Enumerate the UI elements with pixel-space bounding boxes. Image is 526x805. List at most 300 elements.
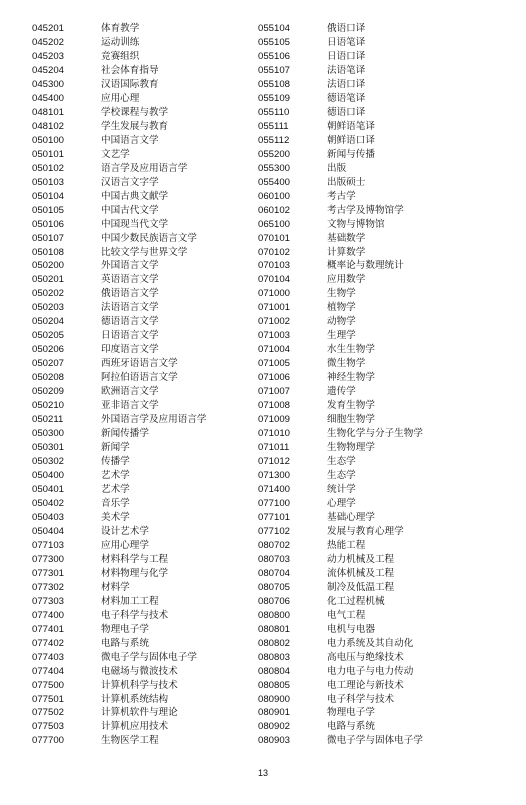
- table-row: [32, 553, 207, 567]
- discipline-name: 生态学: [327, 456, 356, 468]
- table-row: [32, 734, 207, 748]
- table-row: [258, 36, 423, 50]
- discipline-name: 制冷及低温工程: [327, 581, 395, 593]
- discipline-code: 050100: [32, 134, 65, 146]
- discipline-code: 060102: [258, 204, 291, 216]
- discipline-code: 050105: [32, 204, 65, 216]
- discipline-name: 生物化学与分子生物学: [327, 428, 423, 440]
- discipline-name: 亚非语言文学: [101, 400, 159, 412]
- table-row: [32, 301, 207, 315]
- discipline-code: 050400: [32, 470, 65, 481]
- discipline-code: 055400: [258, 176, 291, 188]
- discipline-name: 计算数学: [327, 246, 366, 258]
- discipline-code: 077101: [258, 511, 291, 523]
- discipline-code: 055109: [258, 92, 291, 104]
- discipline-code: 055110: [258, 106, 290, 118]
- table-row: [32, 106, 207, 120]
- discipline-name: 朝鲜语口译: [327, 134, 375, 146]
- discipline-code: 080703: [258, 553, 291, 565]
- discipline-code: 055107: [258, 64, 291, 76]
- discipline-name: 学生发展与教育: [101, 120, 169, 132]
- discipline-code: 077501: [32, 693, 65, 705]
- table-row: [32, 78, 207, 92]
- table-row: [258, 665, 423, 679]
- table-row: [32, 162, 207, 176]
- discipline-code: 077402: [32, 637, 65, 649]
- discipline-code: 048101: [32, 106, 65, 118]
- discipline-name: 电路与系统: [327, 721, 375, 733]
- discipline-code: 050210: [32, 400, 65, 412]
- discipline-name: 体育教学: [101, 23, 140, 34]
- table-row: [32, 357, 207, 371]
- discipline-code: 071008: [258, 400, 291, 412]
- table-row: [32, 343, 207, 357]
- discipline-name: 法语口译: [327, 78, 366, 90]
- discipline-code: 050300: [32, 428, 65, 440]
- discipline-code: 071300: [258, 470, 291, 481]
- table-row: [32, 623, 207, 637]
- discipline-code: 071007: [258, 386, 291, 398]
- table-row: [258, 246, 423, 260]
- table-row: [32, 413, 207, 427]
- right-column: [258, 22, 423, 748]
- discipline-code: 080902: [258, 721, 291, 733]
- discipline-name: 文艺学: [101, 148, 130, 160]
- discipline-code: 071010: [258, 428, 291, 440]
- discipline-code: 050104: [32, 190, 65, 202]
- discipline-code: 045300: [32, 78, 65, 90]
- discipline-code: 050201: [32, 274, 65, 286]
- discipline-code: 050209: [32, 386, 65, 398]
- table-row: [32, 371, 207, 385]
- discipline-code: 050102: [32, 162, 65, 174]
- table-row: [32, 259, 207, 273]
- table-row: [32, 36, 207, 50]
- discipline-name: 考古学及博物馆学: [327, 204, 404, 216]
- discipline-code: 071006: [258, 372, 291, 384]
- table-row: [258, 259, 423, 273]
- discipline-name: 材料物理与化学: [101, 567, 169, 579]
- discipline-code: 077700: [32, 735, 65, 747]
- table-row: [258, 497, 423, 511]
- discipline-code: 055105: [258, 36, 291, 48]
- discipline-code: 080702: [258, 539, 291, 551]
- discipline-name: 日语语言文学: [101, 330, 159, 342]
- discipline-code: 080800: [258, 609, 291, 621]
- discipline-code: 050207: [32, 358, 65, 370]
- discipline-name: 发育生物学: [327, 400, 375, 412]
- table-row: [258, 301, 423, 315]
- discipline-name: 俄语口译: [327, 23, 366, 34]
- discipline-name: 计算机科学与技术: [101, 679, 178, 691]
- discipline-name: 应用心理学: [101, 539, 149, 551]
- discipline-code: 071003: [258, 330, 291, 342]
- table-row: [32, 120, 207, 134]
- table-row: [258, 78, 423, 92]
- discipline-name: 电气工程: [327, 609, 366, 621]
- table-row: [258, 720, 423, 734]
- table-row: [32, 679, 207, 693]
- table-row: [258, 525, 423, 539]
- discipline-code: 045204: [32, 64, 65, 76]
- table-row: [258, 427, 423, 441]
- table-row: [32, 693, 207, 707]
- discipline-name: 计算机软件与理论: [101, 707, 178, 719]
- discipline-name: 德语口译: [327, 106, 366, 118]
- table-row: [258, 637, 423, 651]
- discipline-name: 生态学: [327, 470, 356, 481]
- discipline-code: 070103: [258, 260, 291, 272]
- table-row: [258, 511, 423, 525]
- discipline-code: 050101: [32, 148, 65, 160]
- discipline-name: 欧洲语言文学: [101, 386, 159, 398]
- discipline-code: 048102: [32, 120, 65, 132]
- discipline-name: 朝鲜语笔译: [327, 120, 375, 132]
- table-row: [258, 176, 423, 190]
- discipline-name: 印度语言文学: [101, 344, 159, 356]
- discipline-code: 071005: [258, 358, 291, 370]
- table-row: [32, 525, 207, 539]
- discipline-name: 电机与电器: [327, 623, 375, 635]
- discipline-code: 080805: [258, 679, 291, 691]
- table-row: [32, 427, 207, 441]
- discipline-name: 中国现当代文学: [101, 218, 169, 230]
- discipline-code: 065100: [258, 218, 291, 230]
- discipline-code: 080704: [258, 567, 291, 579]
- discipline-name: 考古学: [327, 190, 356, 202]
- discipline-code: 077404: [32, 665, 65, 677]
- table-row: [258, 343, 423, 357]
- discipline-name: 学校课程与教学: [101, 106, 169, 118]
- table-row: [32, 441, 207, 455]
- discipline-name: 英语语言文学: [101, 274, 159, 286]
- discipline-code: 050404: [32, 525, 65, 537]
- discipline-code: 071400: [258, 483, 291, 495]
- discipline-name: 化工过程机械: [327, 595, 385, 607]
- discipline-code: 070101: [258, 232, 291, 244]
- discipline-name: 中国古典文献学: [101, 190, 169, 202]
- table-row: [258, 204, 423, 218]
- table-row: [32, 720, 207, 734]
- discipline-code: 077302: [32, 581, 65, 593]
- discipline-code: 077102: [258, 525, 291, 537]
- table-row: [258, 693, 423, 707]
- discipline-code: 045400: [32, 92, 65, 104]
- discipline-code: 070104: [258, 274, 291, 286]
- discipline-code: 050107: [32, 232, 65, 244]
- discipline-code: 071001: [258, 302, 291, 314]
- discipline-code: 055300: [258, 162, 291, 174]
- discipline-code: 050403: [32, 511, 65, 523]
- discipline-name: 电力系统及其自动化: [327, 637, 414, 649]
- discipline-name: 俄语语言文学: [101, 288, 159, 300]
- discipline-name: 电子科学与技术: [101, 609, 169, 621]
- table-row: [258, 385, 423, 399]
- table-row: [258, 162, 423, 176]
- discipline-code: 071009: [258, 414, 291, 426]
- discipline-name: 神经生物学: [327, 372, 375, 384]
- discipline-code: 080705: [258, 581, 291, 593]
- table-row: [32, 232, 207, 246]
- discipline-code: 045203: [32, 50, 65, 62]
- table-row: [32, 497, 207, 511]
- discipline-code: 050208: [32, 372, 65, 384]
- discipline-code: 080803: [258, 651, 291, 663]
- discipline-code: 050103: [32, 176, 65, 188]
- discipline-name: 法语语言文学: [101, 302, 159, 314]
- table-row: [32, 581, 207, 595]
- discipline-code: 080901: [258, 707, 291, 719]
- discipline-code: 050108: [32, 246, 65, 258]
- discipline-name: 遗传学: [327, 386, 356, 398]
- discipline-code: 055106: [258, 50, 291, 62]
- table-row: [258, 232, 423, 246]
- table-row: [258, 469, 423, 483]
- discipline-code: 070102: [258, 246, 291, 258]
- table-row: [258, 553, 423, 567]
- table-row: [258, 92, 423, 106]
- discipline-code: 071004: [258, 344, 291, 356]
- table-row: [32, 176, 207, 190]
- table-row: [258, 483, 423, 497]
- table-row: [258, 623, 423, 637]
- discipline-code: 050202: [32, 288, 65, 300]
- left-column: [32, 22, 207, 748]
- table-row: [258, 734, 423, 748]
- table-row: [32, 190, 207, 204]
- table-row: [258, 148, 423, 162]
- discipline-name: 德语笔译: [327, 92, 366, 104]
- discipline-code: 071000: [258, 288, 291, 300]
- discipline-code: 077502: [32, 707, 65, 719]
- discipline-name: 细胞生物学: [327, 414, 375, 426]
- table-row: [32, 539, 207, 553]
- discipline-name: 应用数学: [327, 274, 366, 286]
- table-row: [258, 441, 423, 455]
- table-row: [32, 706, 207, 720]
- discipline-code: 077303: [32, 595, 65, 607]
- table-row: [258, 595, 423, 609]
- discipline-code: 050302: [32, 456, 65, 468]
- discipline-name: 计算机系统结构: [101, 693, 169, 705]
- discipline-name: 基础心理学: [327, 511, 375, 523]
- discipline-name: 生物学: [327, 288, 356, 300]
- discipline-name: 动物学: [327, 316, 356, 328]
- table-row: [258, 287, 423, 301]
- discipline-name: 流体机械及工程: [327, 567, 395, 579]
- discipline-code: 077500: [32, 679, 65, 691]
- discipline-code: 080900: [258, 693, 291, 705]
- table-row: [258, 651, 423, 665]
- discipline-name: 外国语言学及应用语言学: [101, 414, 207, 426]
- discipline-name: 电磁场与微波技术: [101, 665, 178, 677]
- table-row: [32, 651, 207, 665]
- discipline-name: 电路与系统: [101, 637, 149, 649]
- discipline-name: 语言学及应用语言学: [101, 162, 188, 174]
- table-row: [32, 273, 207, 287]
- discipline-name: 材料加工工程: [101, 595, 159, 607]
- discipline-name: 西班牙语语言文学: [101, 358, 178, 370]
- discipline-name: 植物学: [327, 302, 356, 314]
- table-row: [258, 190, 423, 204]
- discipline-code: 050204: [32, 316, 65, 328]
- discipline-code: 077400: [32, 609, 65, 621]
- discipline-code: 045202: [32, 36, 65, 48]
- discipline-name: 中国语言文学: [101, 134, 159, 146]
- table-row: [32, 483, 207, 497]
- table-row: [32, 567, 207, 581]
- discipline-name: 外国语言文学: [101, 260, 159, 272]
- discipline-name: 出版: [327, 162, 347, 174]
- discipline-code: 080801: [258, 623, 291, 635]
- discipline-code: 080802: [258, 637, 291, 649]
- discipline-name: 心理学: [327, 497, 356, 509]
- discipline-name: 美术学: [101, 511, 130, 523]
- table-row: [32, 329, 207, 343]
- discipline-name: 文物与博物馆: [327, 218, 385, 230]
- table-row: [32, 637, 207, 651]
- discipline-name: 法语笔译: [327, 64, 366, 76]
- discipline-name: 新闻与传播: [327, 148, 375, 160]
- table-row: [258, 609, 423, 623]
- table-row: [258, 399, 423, 413]
- discipline-name: 物理电子学: [101, 623, 149, 635]
- discipline-code: 050205: [32, 330, 65, 342]
- table-row: [32, 92, 207, 106]
- discipline-code: 080804: [258, 665, 291, 677]
- discipline-name: 概率论与数理统计: [327, 260, 404, 272]
- table-row: [258, 357, 423, 371]
- discipline-code: 071012: [258, 456, 291, 468]
- discipline-code: 060100: [258, 190, 291, 202]
- discipline-name: 热能工程: [327, 539, 366, 551]
- table-row: [258, 413, 423, 427]
- discipline-name: 统计学: [327, 483, 356, 495]
- discipline-code: 050200: [32, 260, 65, 272]
- discipline-name: 生物物理学: [327, 442, 375, 454]
- discipline-code: 055200: [258, 148, 291, 160]
- table-row: [32, 134, 207, 148]
- discipline-name: 计算机应用技术: [101, 721, 169, 733]
- table-row: [32, 511, 207, 525]
- discipline-name: 材料科学与工程: [101, 553, 169, 565]
- discipline-name: 应用心理: [101, 92, 140, 104]
- discipline-name: 艺术学: [101, 483, 130, 495]
- discipline-name: 物理电子学: [327, 707, 375, 719]
- discipline-name: 中国古代文学: [101, 204, 159, 216]
- table-row: [32, 22, 207, 36]
- discipline-name: 电工理论与新技术: [327, 679, 404, 691]
- discipline-name: 中国少数民族语言文学: [101, 232, 197, 244]
- discipline-name: 日语口译: [327, 50, 366, 62]
- discipline-name: 材料学: [101, 581, 130, 593]
- discipline-code: 050206: [32, 344, 65, 356]
- discipline-name: 水生生物学: [327, 344, 375, 356]
- discipline-code: 080706: [258, 595, 291, 607]
- discipline-name: 竞赛组织: [101, 50, 140, 62]
- discipline-name: 社会体育指导: [101, 64, 159, 76]
- table-row: [258, 106, 423, 120]
- discipline-code: 077503: [32, 721, 65, 733]
- discipline-name: 日语笔译: [327, 36, 366, 48]
- discipline-name: 艺术学: [101, 470, 130, 481]
- discipline-code: 055111: [258, 120, 289, 132]
- page-number: 13: [257, 768, 268, 778]
- table-row: [32, 148, 207, 162]
- discipline-code: 045201: [32, 23, 65, 34]
- table-row: [258, 329, 423, 343]
- table-row: [32, 469, 207, 483]
- discipline-name: 基础数学: [327, 232, 366, 244]
- table-row: [258, 134, 423, 148]
- discipline-code: 055108: [258, 78, 291, 90]
- discipline-name: 比较文学与世界文学: [101, 246, 188, 258]
- table-row: [258, 581, 423, 595]
- discipline-name: 微电子学与固体电子学: [327, 735, 423, 747]
- table-row: [258, 455, 423, 469]
- table-row: [258, 120, 423, 134]
- table-row: [32, 64, 207, 78]
- discipline-code: 050402: [32, 497, 65, 509]
- table-row: [258, 22, 423, 36]
- discipline-name: 电力电子与电力传动: [327, 665, 414, 677]
- table-row: [258, 539, 423, 553]
- table-row: [258, 679, 423, 693]
- table-row: [32, 204, 207, 218]
- discipline-name: 高电压与绝缘技术: [327, 651, 404, 663]
- table-row: [32, 385, 207, 399]
- discipline-name: 生理学: [327, 330, 356, 342]
- table-row: [32, 455, 207, 469]
- discipline-name: 音乐学: [101, 497, 130, 509]
- discipline-name: 新闻学: [101, 442, 130, 454]
- table-row: [258, 371, 423, 385]
- discipline-name: 发展与教育心理学: [327, 525, 404, 537]
- discipline-code: 077300: [32, 553, 65, 565]
- discipline-name: 德语语言文学: [101, 316, 159, 328]
- discipline-code: 080903: [258, 735, 291, 747]
- discipline-name: 微生物学: [327, 358, 366, 370]
- table-row: [32, 609, 207, 623]
- discipline-code: 050401: [32, 483, 65, 495]
- discipline-name: 设计艺术学: [101, 525, 149, 537]
- table-row: [258, 218, 423, 232]
- table-row: [258, 315, 423, 329]
- table-row: [258, 567, 423, 581]
- discipline-code: 077403: [32, 651, 65, 663]
- discipline-name: 电子科学与技术: [327, 693, 395, 705]
- table-row: [32, 665, 207, 679]
- discipline-code: 077401: [32, 623, 65, 635]
- table-row: [32, 246, 207, 260]
- discipline-code: 055104: [258, 23, 291, 34]
- discipline-code: 050203: [32, 302, 65, 314]
- discipline-code: 077301: [32, 567, 65, 579]
- table-row: [32, 287, 207, 301]
- discipline-name: 微电子学与固体电子学: [101, 651, 197, 663]
- discipline-name: 运动训练: [101, 36, 140, 48]
- discipline-code: 050106: [32, 218, 65, 230]
- table-row: [258, 273, 423, 287]
- table-row: [258, 706, 423, 720]
- table-row: [258, 64, 423, 78]
- discipline-name: 阿拉伯语语言文学: [101, 372, 178, 384]
- table-row: [32, 595, 207, 609]
- discipline-name: 动力机械及工程: [327, 553, 395, 565]
- discipline-name: 传播学: [101, 456, 130, 468]
- discipline-code: 050211: [32, 414, 64, 426]
- table-row: [32, 218, 207, 232]
